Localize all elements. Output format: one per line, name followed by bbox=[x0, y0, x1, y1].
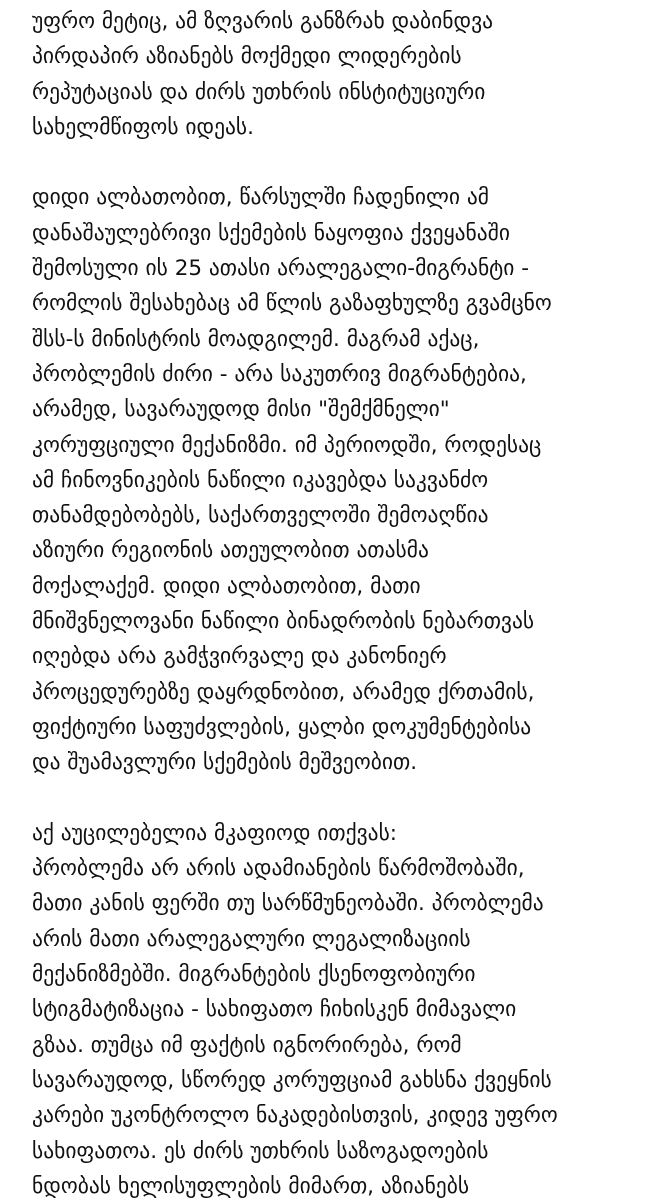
text-line: პრობლემა არ არის ადამიანების წარმოშობაში, bbox=[32, 856, 525, 882]
paragraph bbox=[32, 4, 652, 145]
text-line: დიდი ალბათობით, წარსულში ჩადენილი ამ bbox=[32, 185, 489, 211]
text-line: სტიგმატიზაცია - სახიფათო ჩიხისკენ მიმავალი bbox=[32, 997, 517, 1023]
article-body bbox=[32, 4, 652, 1204]
paragraph bbox=[32, 180, 652, 780]
text-line: ამ ჩინოვნიკების ნაწილი იკავებდა საკვანძო bbox=[32, 467, 489, 493]
text-line: მნიშვნელოვანი ნაწილი ბინადრობის ნებართვას bbox=[32, 609, 535, 635]
text-line: კორუფციული მექანიზმი. იმ პერიოდში, როდესაც bbox=[32, 432, 542, 458]
text-line: სახელმწიფოს იდეას. bbox=[32, 114, 255, 140]
text-line: არის მათი არალეგალური ლეგალიზაციის bbox=[32, 926, 471, 952]
text-line: შსს-ს მინისტრის მოადგილემ. მაგრამ აქაც, bbox=[32, 326, 480, 352]
text-line: შემოსული ის 25 ათასი არალეგალი-მიგრანტი - bbox=[32, 256, 529, 282]
text-line: კარები უკონტროლო ნაკადებისთვის, კიდევ უფრო bbox=[32, 1103, 558, 1129]
text-line: უფრო მეტიც, ამ ზღვარის განზრახ დაბინდვა bbox=[32, 9, 494, 34]
text-line: მოქალაქემ. დიდი ალბათობით, მათი bbox=[32, 573, 421, 599]
text-line: პროცედურებზე დაყრდნობით, არამედ ქრთამის, bbox=[32, 679, 535, 705]
text-line: მექანიზმებში. მიგრანტების ქსენოფობიური bbox=[32, 962, 476, 988]
text-line: ნდობას ხელისუფლების მიმართ, აზიანებს bbox=[32, 1173, 470, 1199]
paragraph bbox=[32, 816, 652, 1204]
text-line: და შუამავლური სქემების მეშვეობით. bbox=[32, 750, 418, 776]
paragraph-gap bbox=[32, 781, 652, 816]
text-line: რომლის შესახებაც ამ წლის გაზაფხულზე გვამცნო bbox=[32, 291, 552, 317]
text-line: პრობლემის ძირი - არა საკუთრივ მიგრანტებია, bbox=[32, 361, 527, 387]
text-line: რეპუტაციას და ძირს უთხრის ინსტიტუციური bbox=[32, 79, 486, 105]
text-line: აზიური რეგიონის ათეულობით ათასმა bbox=[32, 538, 429, 564]
text-line: გზაა. თუმცა იმ ფაქტის იგნორირება, რომ bbox=[32, 1032, 462, 1058]
text-line: სახიფათოა. ეს ძირს უთხრის საზოგადოების bbox=[32, 1138, 489, 1164]
text-line: არამედ, სავარაუდოდ მისი "შემქმნელი" bbox=[32, 397, 450, 423]
text-line: პირდაპირ აზიანებს მოქმედი ლიდერების bbox=[32, 44, 462, 70]
text-line: დანაშაულებრივი სქემების ნაყოფია ქვეყანაში bbox=[32, 220, 510, 246]
text-line: აქ აუცილებელია მკაფიოდ ითქვას: bbox=[32, 820, 398, 846]
text-line: თანამდებობებს, საქართველოში შემოაღწია bbox=[32, 503, 489, 529]
text-line: ფიქტიური საფუძვლების, ყალბი დოკუმენტებისა bbox=[32, 714, 532, 740]
text-line: სავარაუდოდ, სწორედ კორუფციამ გახსნა ქვეყნის bbox=[32, 1067, 552, 1093]
paragraph-gap bbox=[32, 145, 652, 180]
text-line: მათი კანის ფერში თუ სარწმუნეობაში. პრობლემა bbox=[32, 891, 544, 917]
text-line: იღებდა არა გამჭვირვალე და კანონიერ bbox=[32, 644, 447, 670]
